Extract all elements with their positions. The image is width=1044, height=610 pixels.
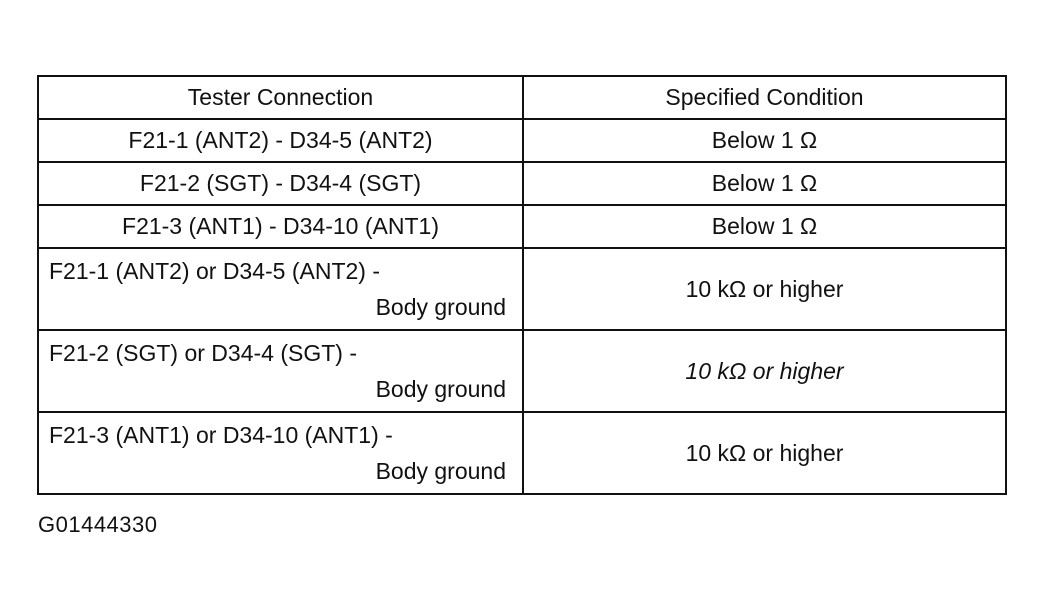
table-row	[38, 330, 1006, 412]
connection-line-1: F21-1 (ANT2) or D34-5 (ANT2) -	[49, 258, 381, 284]
specified-condition-cell: 10 kΩ or higher	[523, 412, 1006, 494]
header-specified-condition: Specified Condition	[523, 76, 1006, 119]
specified-condition-cell: Below 1 Ω	[523, 119, 1006, 162]
tester-connection-cell	[38, 330, 523, 412]
specified-condition-cell: Below 1 Ω	[523, 162, 1006, 205]
specification-table	[37, 75, 1007, 495]
tester-connection-cell: F21-3 (ANT1) - D34-10 (ANT1)	[38, 205, 523, 248]
connection-line-2: Body ground	[375, 294, 506, 320]
table-row	[38, 119, 1006, 162]
connection-line-2: Body ground	[375, 376, 506, 402]
table-header-row	[38, 76, 1006, 119]
specified-condition-cell: 10 kΩ or higher	[523, 248, 1006, 330]
header-tester-connection: Tester Connection	[38, 76, 523, 119]
table-row	[38, 162, 1006, 205]
tester-connection-cell: F21-1 (ANT2) - D34-5 (ANT2)	[38, 119, 523, 162]
connection-line-2: Body ground	[375, 458, 506, 484]
connection-line-1: F21-3 (ANT1) or D34-10 (ANT1) -	[49, 422, 393, 448]
connection-line-1: F21-2 (SGT) or D34-4 (SGT) -	[49, 340, 357, 366]
tester-connection-cell: F21-2 (SGT) - D34-4 (SGT)	[38, 162, 523, 205]
table-row	[38, 412, 1006, 494]
specified-condition-cell: Below 1 Ω	[523, 205, 1006, 248]
specified-condition-cell: 10 kΩ or higher	[523, 330, 1006, 412]
table-row	[38, 248, 1006, 330]
tester-connection-cell	[38, 412, 523, 494]
table-row	[38, 205, 1006, 248]
tester-connection-cell	[38, 248, 523, 330]
figure-id: G01444330	[38, 512, 158, 537]
